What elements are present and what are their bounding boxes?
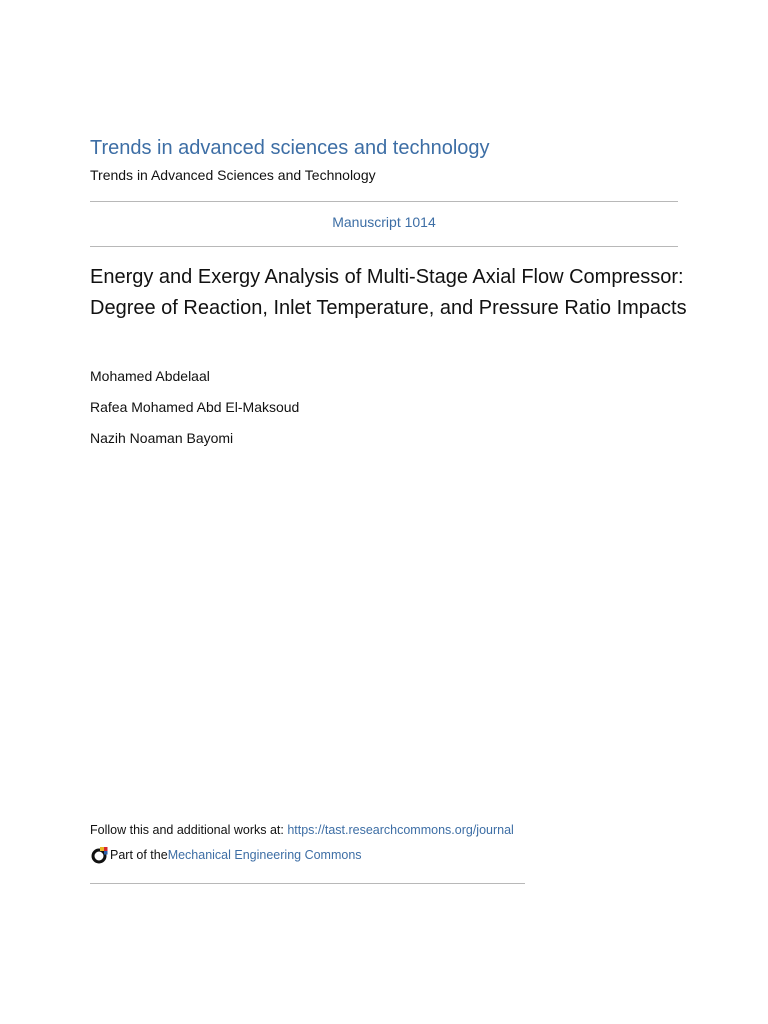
author-name: Nazih Noaman Bayomi [90,430,234,446]
divider-top [90,201,678,202]
author-name: Mohamed Abdelaal [90,368,210,384]
divider-bottom [90,246,678,247]
follow-label: Follow this and additional works at: [90,823,288,837]
part-of-line [90,846,362,864]
author-name: Rafea Mohamed Abd El-Maksoud [90,399,300,415]
follow-line [90,823,514,837]
journal-title-link[interactable]: Trends in advanced sciences and technology [90,137,490,159]
article-title: Energy and Exergy Analysis of Multi-Stage Axial Flow Compressor: Degree of Reaction, Inlet Temperature, and Pressure Ratio Impacts [90,266,687,319]
commons-link[interactable]: Mechanical Engineering Commons [167,848,362,862]
part-of-label: Part of the [110,848,168,862]
network-commons-icon [90,846,108,864]
journal-url-link[interactable]: https://tast.researchcommons.org/journal [287,823,514,837]
journal-subtitle: Trends in Advanced Sciences and Technology [90,167,376,183]
manuscript-link[interactable]: Manuscript 1014 [332,214,436,230]
footer-divider [90,883,525,884]
